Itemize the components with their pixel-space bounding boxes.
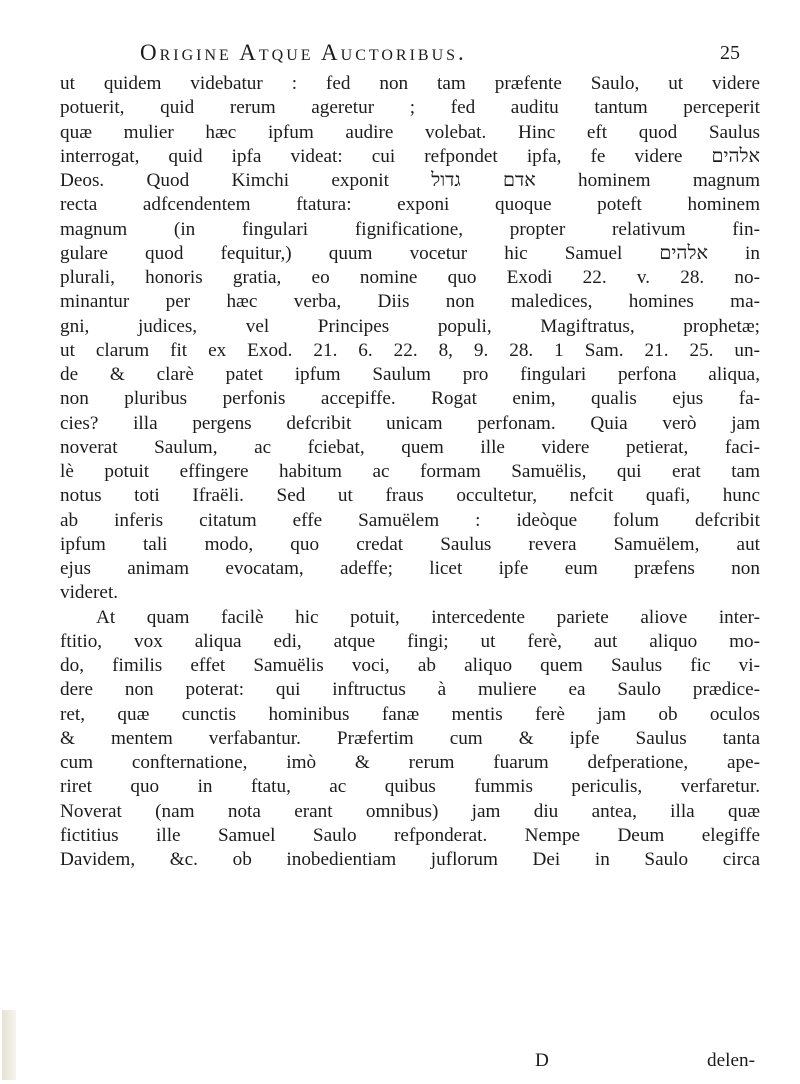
text-line: recta adfcendentem ftatura: exponi quoque poteft hominem (60, 194, 760, 216)
signature-mark: D (535, 1050, 549, 1071)
text-line: gulare quod fequitur,) quum vocetur hic Samuel אלהים in (60, 242, 760, 264)
paragraph-end-line: videret. (60, 582, 119, 604)
text-line: ut quidem videbatur : fed non tam præfente Saulo, ut videre (60, 73, 760, 94)
text-line: fictitius ille Samuel Saulo refponderat. Nempe Deum elegiffe (60, 824, 760, 846)
text-line: de & clarè patet ipfum Saulum pro fingulari perfona aliqua, (60, 364, 760, 385)
text-line: cies? illa pergens defcribit unicam perfonam. Quia verò jam (60, 412, 760, 434)
text-line: Deos. Quod Kimchi exponit אדם גדול hominem magnum (60, 170, 760, 191)
text-line: magnum (in fingulari fignificatione, propter relativum fin- (60, 218, 760, 240)
running-head (60, 40, 760, 74)
text-line: ejus animam evocatam, adeffe; licet ipfe eum præfens non (60, 558, 760, 579)
text-line: plurali, honoris gratia, eo nomine quo Exodi 22. v. 28. no- (60, 267, 760, 288)
text-line: dere non poterat: qui inftructus à muliere ea Saulo prædice- (60, 679, 760, 701)
text-line: interrogat, quid ipfa videat: cui refpondet ipfa, fe videre אלהים (60, 145, 760, 167)
catchword: delen- (707, 1050, 755, 1071)
text-line: notus toti Ifraëli. Sed ut fraus occultetur, nefcit quafi, hunc (60, 485, 760, 507)
running-title: Origine Atque Auctoribus. (140, 40, 467, 65)
footer (60, 1050, 760, 1076)
text-line: ftitio, vox aliqua edi, atque fingi; ut ferè, aut aliquo mo- (60, 630, 760, 652)
text-line: gni, judices, vel Principes populi, Magiftratus, prophetæ; (60, 315, 760, 337)
paragraph-start-line: At quam facilè hic potuit, intercedente pariete aliove inter- (96, 606, 760, 628)
text-line: ipfum tali modo, quo credat Saulus revera Samuëlem, aut (60, 533, 760, 555)
text-line: & mentem verfabantur. Præfertim cum & ipfe Saulus tanta (60, 727, 760, 749)
text-line: riret quo in ftatu, ac quibus fummis periculis, verfaretur. (60, 776, 760, 798)
text-line: lè potuit effingere habitum ac formam Samuëlis, qui erat tam (60, 461, 760, 482)
text-line: ret, quæ cunctis hominibus fanæ mentis ferè jam ob oculos (60, 703, 760, 725)
text-line: quæ mulier hæc ipfum audire volebat. Hinc eft quod Saulus (60, 121, 760, 143)
text-line: do, fimilis effet Samuëlis voci, ab aliquo quem Saulus fic vi- (60, 655, 760, 676)
text-line: cum confternatione, imò & rerum fuarum defperatione, ape- (60, 752, 760, 773)
text-line: ut clarum fit ex Exod. 21. 6. 22. 8, 9. 28. 1 Sam. 21. 25. un- (60, 339, 760, 361)
text-line: Davidem, &c. ob inobedientiam juflorum Dei in Saulo circa (60, 849, 760, 870)
text-line: Noverat (nam nota erant omnibus) jam diu antea, illa quæ (60, 800, 760, 822)
text-line: potuerit, quid rerum ageretur ; fed auditu tantum perceperit (60, 97, 760, 119)
text-line: non pluribus perfonis accepiffe. Rogat enim, qualis ejus fa- (60, 388, 760, 410)
text-line: ab inferis citatum effe Samuëlem : ideòque folum defcribit (60, 509, 760, 531)
text-line: noverat Saulum, ac fciebat, quem ille videre petierat, faci- (60, 436, 760, 458)
page-number: 25 (720, 42, 740, 64)
binding-edge (2, 1010, 16, 1080)
text-line: minantur per hæc verba, Diis non maledices, homines ma- (60, 291, 760, 313)
body-text (60, 72, 760, 872)
